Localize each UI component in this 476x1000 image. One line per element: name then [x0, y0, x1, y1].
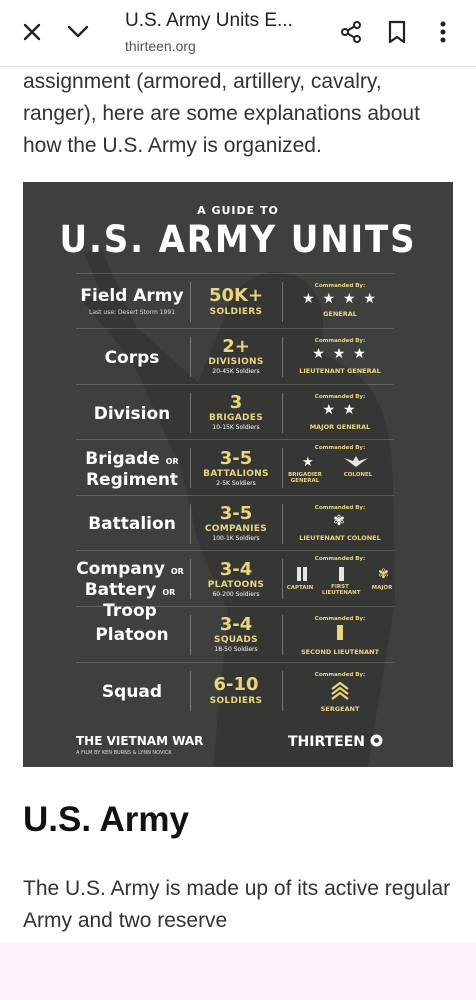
captain-bars-icon: [297, 567, 301, 581]
page-url: thirteen.org: [125, 38, 196, 54]
commanded-by-label: Commanded By:: [314, 672, 366, 678]
film-credit: A FILM BY KEN BURNS & LYNN NOVICK: [76, 750, 172, 756]
unit-name: Field Army: [80, 286, 184, 306]
unit-row-brigade-regiment: [76, 439, 394, 496]
or-label: OR: [162, 588, 176, 597]
rank-label: MAJOR GENERAL: [309, 423, 371, 431]
unit-name-c: Troop: [103, 601, 157, 621]
commanded-by-label: Commanded By:: [314, 283, 366, 289]
oak-leaf-insignia-icon: ✾: [333, 512, 347, 528]
bookmark-icon[interactable]: [379, 14, 415, 50]
thirteen-logo: [288, 734, 383, 750]
rank-label-b: COLONEL: [343, 472, 373, 478]
commanded-by-label: Commanded By:: [314, 556, 366, 562]
poster-title: U.S. ARMY UNITS: [59, 218, 417, 261]
rank-label: GENERAL: [323, 310, 357, 318]
unit-subunit: BRIGADES: [209, 413, 263, 423]
rank-label: LIEUTENANT COLONEL: [299, 534, 381, 542]
unit-last-use: Last use: Desert Storm 1991: [88, 309, 176, 316]
stars-insignia-icon: ★ ★: [322, 401, 358, 417]
unit-row-company: [76, 550, 394, 621]
unit-range: 20-45K Soldiers: [212, 368, 260, 375]
or-label: OR: [165, 457, 179, 466]
eagle-insignia-icon: [344, 454, 368, 472]
unit-range: 2-5K Soldiers: [216, 480, 256, 487]
unit-range: 10-15K Soldiers: [212, 424, 260, 431]
unit-subunit: SOLDIERS: [209, 307, 263, 317]
divider: [282, 559, 283, 599]
divider: [282, 393, 283, 433]
close-icon[interactable]: [14, 14, 50, 50]
thirteen-logo-text: THIRTEEN: [288, 734, 366, 750]
tab-title: U.S. Army Units E...: [125, 10, 293, 31]
first-lieutenant-bar-icon: [339, 567, 344, 581]
unit-name: Platoon: [95, 625, 169, 645]
unit-range: 60-200 Soldiers: [212, 591, 260, 598]
unit-row-platoon: [76, 606, 394, 663]
divider: [282, 282, 283, 322]
unit-count: 50K+: [208, 285, 264, 306]
unit-name: Battalion: [88, 514, 176, 534]
major-oak-leaf-icon: ✾: [378, 566, 389, 581]
more-vert-icon[interactable]: [425, 14, 461, 50]
unit-name-b: Battery: [84, 580, 157, 600]
or-label: OR: [170, 567, 184, 576]
rank-label-a: BRIGADIER GENERAL: [288, 472, 322, 484]
unit-range: 18-50 Soldiers: [214, 646, 258, 653]
second-lieutenant-bar-icon: [337, 625, 343, 640]
commanded-by-label: Commanded By:: [314, 394, 366, 400]
divider: [282, 504, 283, 544]
bottom-bar: [0, 943, 476, 1000]
unit-name: Corps: [104, 348, 160, 368]
section-heading: U.S. Army: [23, 800, 189, 839]
unit-subunit: COMPANIES: [204, 524, 268, 534]
divider: [282, 448, 283, 488]
unit-count: 2+: [222, 336, 250, 357]
unit-name: Division: [93, 404, 171, 424]
rank-label-b: FIRST LIEUTENANT: [322, 584, 361, 596]
commanded-by-label: Commanded By:: [314, 445, 366, 451]
vietnam-war-logo: THE VIETNAM WAR: [76, 734, 204, 748]
unit-subunit: SQUADS: [214, 635, 258, 645]
unit-name-a: Brigade: [85, 449, 160, 469]
commanded-by-label: Commanded By:: [314, 338, 366, 344]
poster-kicker: A GUIDE TO: [197, 204, 279, 217]
unit-row-field-army: [76, 273, 394, 329]
star-insignia-icon: ★: [302, 454, 314, 469]
unit-count: 3-5: [219, 448, 253, 469]
stars-insignia-icon: ★ ★ ★ ★: [302, 290, 378, 306]
unit-count: 3-4: [219, 559, 253, 580]
article-intro: assignment (armored, artillery, cavalry, ranger), here are some explanations about how the U.S. Army is organized.: [23, 70, 420, 157]
unit-row-battalion: [76, 495, 394, 551]
captain-bars-icon: [303, 567, 307, 581]
stars-insignia-icon: ★ ★ ★: [312, 345, 368, 361]
unit-name: [76, 450, 188, 490]
unit-name-a: Company: [76, 559, 165, 579]
divider: [282, 671, 283, 711]
chevron-down-icon[interactable]: [60, 14, 96, 50]
unit-count: 3: [229, 392, 243, 413]
sergeant-chevron-icon: [331, 681, 349, 706]
rank-label: SECOND LIEUTENANT: [300, 648, 379, 656]
article-paragraph: The U.S. Army is made up of its active regular Army and two reserve: [23, 877, 451, 932]
unit-subunit: PLATOONS: [207, 580, 265, 590]
unit-count: 3-4: [219, 614, 253, 635]
unit-name: Squad: [101, 682, 163, 702]
unit-count: 3-5: [219, 503, 253, 524]
pbs-icon: [370, 734, 383, 747]
divider: [282, 615, 283, 655]
commanded-by-label: Commanded By:: [314, 505, 366, 511]
browser-top-bar: [0, 0, 476, 67]
unit-range: 100-1K Soldiers: [212, 535, 260, 542]
rank-label-a: CAPTAIN: [286, 585, 314, 591]
unit-subunit: SOLDIERS: [209, 696, 263, 706]
unit-row-division: [76, 384, 394, 440]
rank-label: SERGEANT: [320, 705, 360, 713]
rank-label-c: MAJOR: [371, 585, 393, 591]
page-title-area[interactable]: [125, 10, 320, 54]
divider: [282, 337, 283, 377]
unit-row-corps: [76, 328, 394, 385]
unit-count: 6-10: [213, 674, 259, 695]
unit-subunit: BATTALIONS: [203, 469, 269, 479]
share-icon[interactable]: [333, 14, 369, 50]
unit-subunit: DIVISIONS: [208, 357, 264, 367]
rank-label: LIEUTENANT GENERAL: [299, 367, 381, 375]
army-units-infographic[interactable]: [23, 182, 453, 767]
commanded-by-label: Commanded By:: [314, 616, 366, 622]
unit-name-b: Regiment: [85, 470, 179, 490]
unit-row-squad: [76, 662, 394, 719]
